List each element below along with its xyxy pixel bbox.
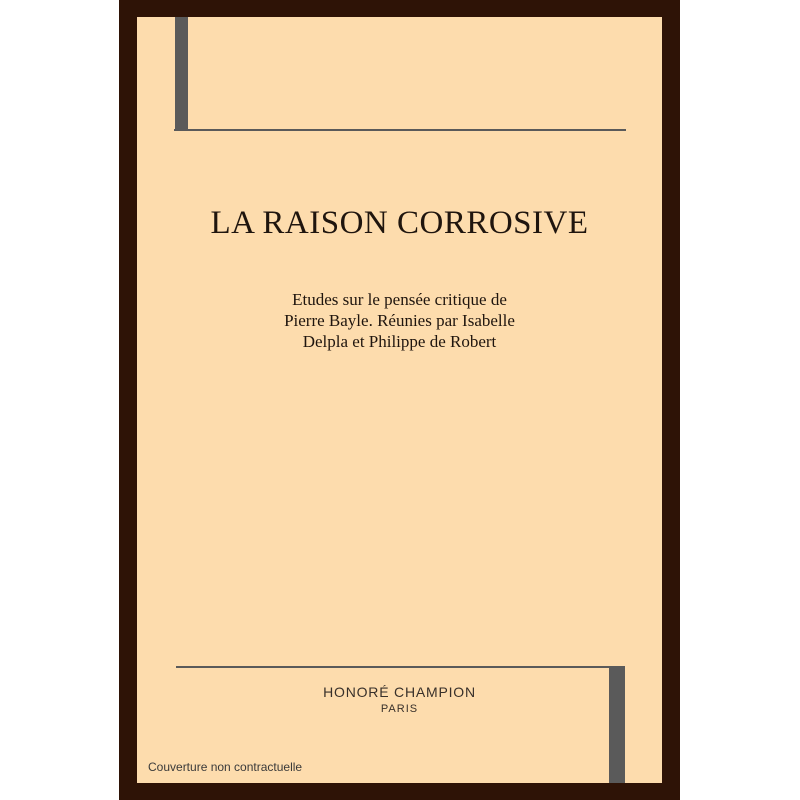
bottom-rule-line (176, 666, 609, 668)
top-left-accent-bar (175, 17, 188, 130)
book-cover (137, 17, 662, 783)
top-rule-line (174, 129, 626, 131)
publisher-name: HONORÉ CHAMPION (323, 684, 476, 700)
cover-disclaimer: Couverture non contractuelle (148, 760, 303, 774)
book-title: LA RAISON CORROSIVE (210, 205, 589, 241)
publisher-city: PARIS (380, 703, 419, 715)
book-subtitle (137, 289, 662, 352)
subtitle-line-3: Delpla et Philippe de Robert (302, 332, 497, 351)
subtitle-line-2: Pierre Bayle. Réunies par Isabelle (284, 311, 515, 330)
subtitle-line-1: Etudes sur le pensée critique de (292, 290, 507, 309)
book-cover-frame (119, 0, 680, 800)
